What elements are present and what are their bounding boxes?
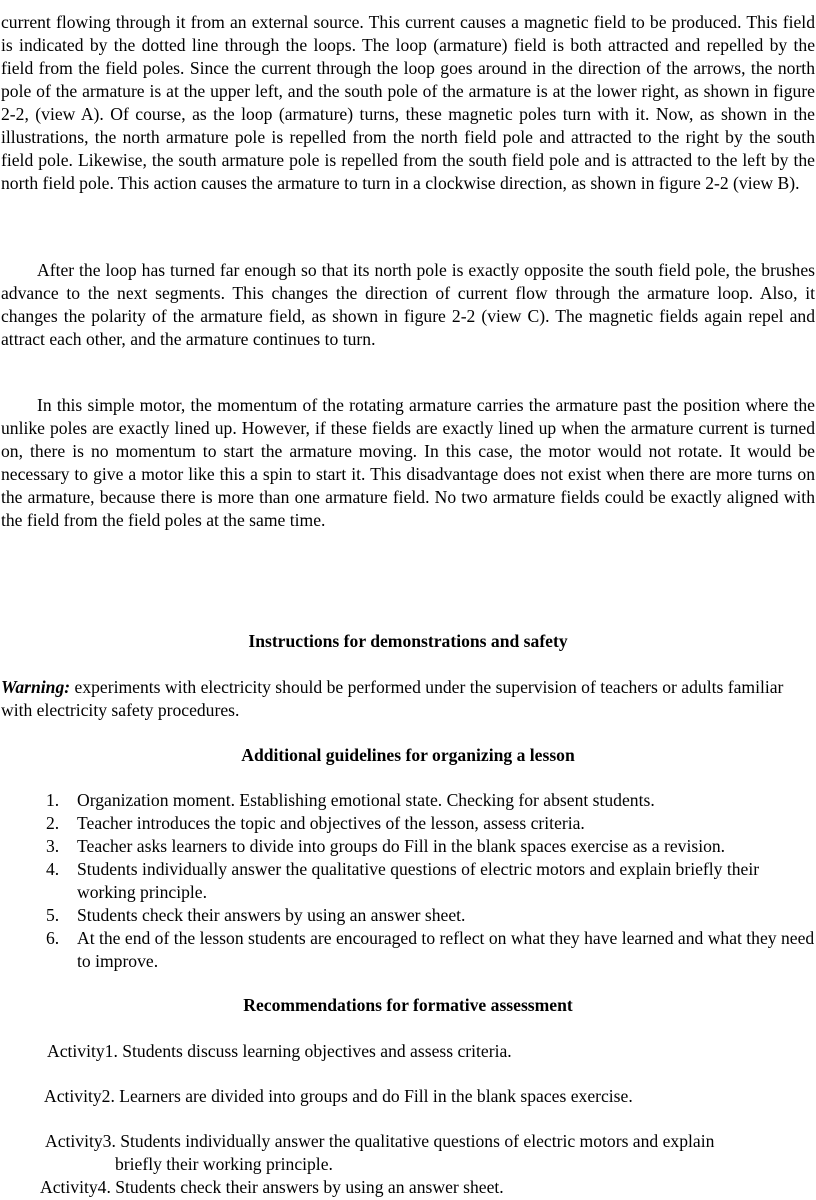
list-item-text: Teacher introduces the topic and objectives of the lesson, assess criteria.	[77, 813, 585, 833]
list-item-number: 6.	[46, 928, 60, 948]
list-item-number: 3.	[46, 836, 60, 856]
list-item-text: Organization moment. Establishing emotional state. Checking for absent students.	[77, 790, 655, 810]
activity-4: Activity4. Students check their answers by using an answer sheet.	[40, 1177, 504, 1197]
body-paragraph-momentum: In this simple motor, the momentum of the rotating armature carries the armature past the position where the unlike poles are exactly lined up. However, if these fields are exactly lined up when the armature current is turned on, there is no momentum to start the armature moving. In this case, the motor would not rotate. It would be necessary to give a motor like this a spin to start it. This disadvantage does not exist when there are more turns on the armature, because there is more than one armature field. No two armature fields could be exactly aligned with the field from the field poles at the same time.	[1, 395, 815, 530]
list-item-text: Students individually answer the qualitative questions of electric motors and explain briefly their working principle.	[77, 859, 760, 902]
activity-3	[45, 1130, 815, 1176]
list-item	[0, 835, 816, 858]
section-heading-recommendations: Recommendations for formative assessment	[243, 995, 573, 1015]
activity-3-line-2: briefly their working principle.	[115, 1154, 333, 1174]
list-item-text: Teacher asks learners to divide into groups do Fill in the blank spaces exercise as a revision.	[77, 836, 726, 856]
body-paragraph-armature-field: current flowing through it from an external source. This current causes a magnetic field to be produced. This field is indicated by the dotted line through the loops. The loop (armature) field is both attracted and repelled by the field from the field poles. Since the current through the loop goes around in the direction of the arrows, the north pole of the armature is at the upper left, and the south pole of the armature is at the lower right, as shown in figure 2-2, (view A). Of course, as the loop (armature) turns, these magnetic poles turn with it. Now, as shown in the illustrations, the north armature pole is repelled from the north field pole and attracted to the right by the south field pole. Likewise, the south armature pole is repelled from the south field pole and is attracted to the left by the north field pole. This action causes the armature to turn in a clockwise direction, as shown in figure 2-2 (view B).	[1, 12, 815, 193]
list-item	[0, 789, 816, 812]
section-heading-guidelines: Additional guidelines for organizing a lesson	[241, 745, 575, 765]
warning-text: experiments with electricity should be performed under the supervision of teachers or adults familiar with electricity safety procedures.	[1, 677, 784, 720]
list-item	[0, 812, 816, 835]
activity-3-line-1: Activity3. Students individually answer the qualitative questions of electric motors and explain	[45, 1131, 715, 1151]
list-item-number: 5.	[46, 905, 60, 925]
section-heading-instructions: Instructions for demonstrations and safety	[248, 631, 568, 651]
guidelines-list	[0, 789, 816, 973]
list-item-number: 1.	[46, 790, 60, 810]
list-item	[0, 858, 816, 904]
list-item	[0, 904, 816, 927]
list-item-number: 2.	[46, 813, 60, 833]
list-item-text: At the end of the lesson students are encouraged to reflect on what they have learned and what they need to improve.	[77, 928, 815, 971]
warning-label: Warning:	[1, 677, 71, 697]
warning-note	[1, 676, 815, 722]
activity-2: Activity2. Learners are divided into groups and do Fill in the blank spaces exercise.	[44, 1086, 633, 1106]
body-paragraph-brushes-advance: After the loop has turned far enough so that its north pole is exactly opposite the south field pole, the brushes advance to the next segments. This changes the direction of current flow through the armature loop. Also, it changes the polarity of the armature field, as shown in figure 2-2 (view C). The magnetic fields again repel and attract each other, and the armature continues to turn.	[1, 260, 815, 349]
list-item-text: Students check their answers by using an answer sheet.	[77, 905, 466, 925]
list-item	[0, 927, 816, 973]
list-item-number: 4.	[46, 859, 60, 879]
activity-1: Activity1. Students discuss learning objectives and assess criteria.	[47, 1041, 512, 1061]
